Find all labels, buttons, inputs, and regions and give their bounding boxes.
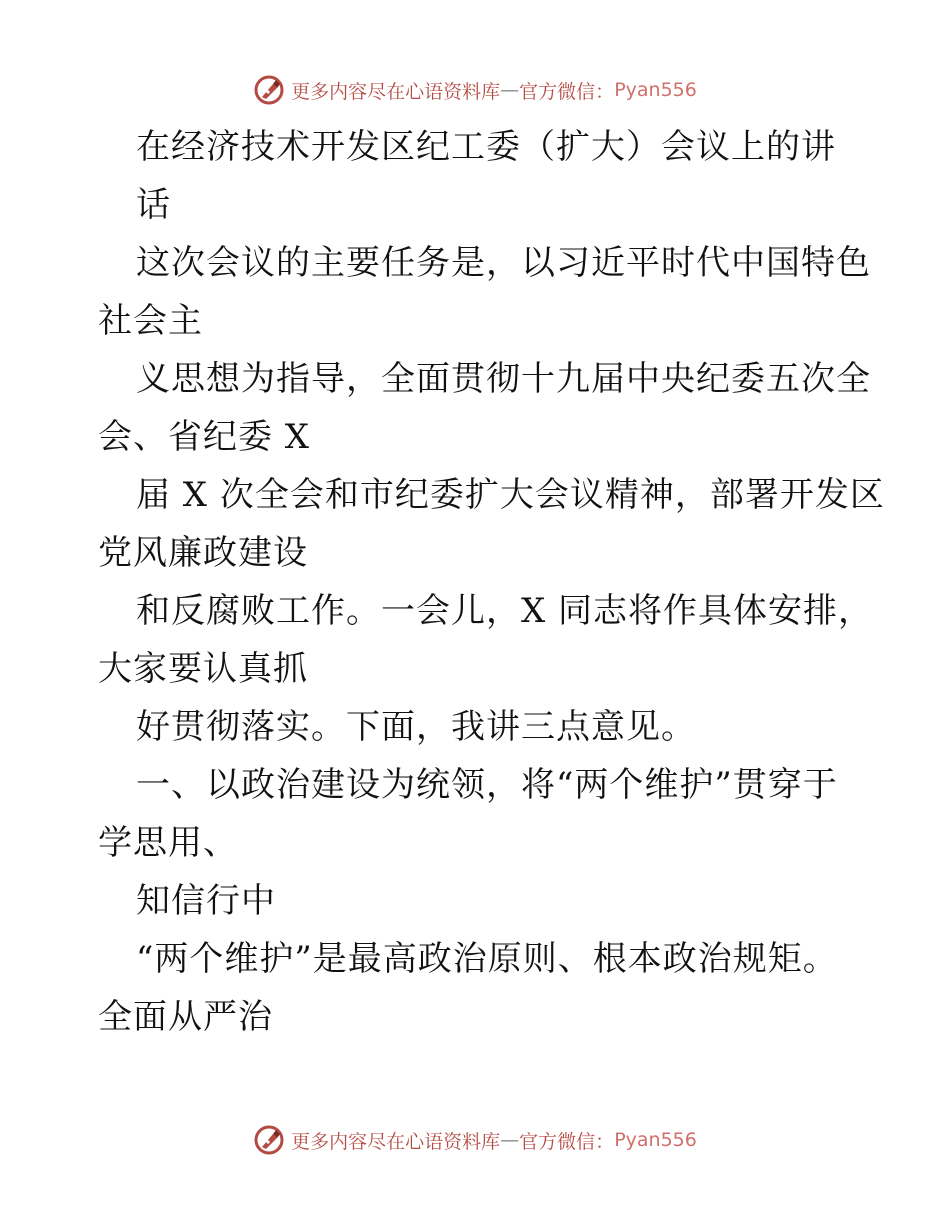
footer-watermark: [0, 1120, 950, 1160]
section-heading-line: 一、以政治建设为统领，将“两个维护”贯穿于: [136, 765, 838, 805]
document-body: [98, 118, 885, 1046]
paragraph-line: 这次会议的主要任务是，以习近平时代中国特色: [136, 243, 871, 283]
watermark-text: 更多内容尽在心语资料库: [291, 1130, 501, 1153]
paragraph-line: 届 X 次全会和市纪委扩大会议精神，部署开发区: [136, 475, 885, 515]
paragraph-line: 全面从严治: [98, 997, 273, 1037]
watermark-id: Pyan556: [614, 79, 697, 101]
document-title-line-2: 话: [136, 185, 171, 225]
pen-nib-circle-icon: [253, 1124, 285, 1156]
header-watermark: [0, 70, 950, 110]
document-title-line-1: 在经济技术开发区纪工委（扩大）会议上的讲: [136, 127, 836, 167]
paragraph-line: 党风廉政建设: [98, 533, 308, 573]
paragraph-line: 义思想为指导，全面贯彻十九届中央纪委五次全: [136, 359, 871, 399]
paragraph-line: 社会主: [98, 301, 203, 341]
paragraph-line: 和反腐败工作。一会儿，X 同志将作具体安排，: [136, 591, 874, 631]
watermark-label: 官方微信：: [519, 80, 615, 103]
paragraph-line: 大家要认真抓: [98, 649, 308, 689]
watermark-id: Pyan556: [614, 1129, 697, 1151]
watermark-text: 更多内容尽在心语资料库: [291, 80, 501, 103]
watermark-separator: —: [500, 1129, 520, 1151]
paragraph-line: “两个维护”是最高政治原则、根本政治规矩。: [136, 939, 838, 979]
paragraph-line: 会、省纪委 X: [98, 417, 311, 457]
pen-nib-circle-icon: [253, 74, 285, 106]
watermark-separator: —: [500, 79, 520, 101]
section-heading-line: 知信行中: [136, 881, 276, 921]
section-heading-line: 学思用、: [98, 823, 238, 863]
paragraph-line: 好贯彻落实。下面，我讲三点意见。: [136, 707, 696, 747]
watermark-label: 官方微信：: [519, 1130, 615, 1153]
